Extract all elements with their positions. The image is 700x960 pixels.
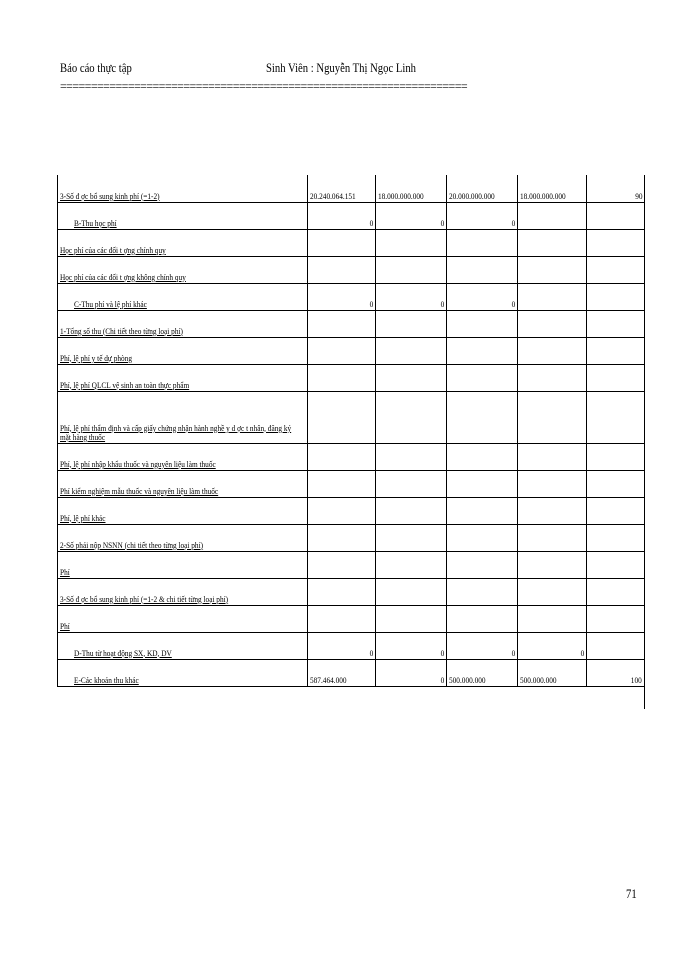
cell-c1 [308, 364, 376, 391]
cell-c1 [308, 337, 376, 364]
cell-c4 [518, 364, 587, 391]
cell-c4 [518, 391, 587, 443]
row-label: Phí, lệ phí khác [58, 497, 308, 524]
table-row [58, 578, 645, 605]
cell-c4 [518, 605, 587, 632]
cell-c1 [308, 391, 376, 443]
cell-c3 [447, 470, 518, 497]
budget-table [57, 175, 645, 687]
cell-c3 [447, 310, 518, 337]
table-row [58, 632, 645, 659]
cell-c5 [587, 337, 645, 364]
cell-c3: 0 [447, 632, 518, 659]
report-title: Báo cáo thực tập [60, 60, 132, 75]
cell-c4: 0 [518, 632, 587, 659]
table-row [58, 310, 645, 337]
cell-c5 [587, 524, 645, 551]
table-row [58, 605, 645, 632]
cell-c3 [447, 256, 518, 283]
cell-c2: 0 [376, 659, 447, 686]
cell-c2: 0 [376, 632, 447, 659]
row-label: 3-Số đ ợc bổ sung kinh phí (=1-2) [58, 175, 308, 202]
cell-c5 [587, 497, 645, 524]
table-row [58, 470, 645, 497]
row-label: Học phí của các đối t ợng không chính quy [58, 256, 308, 283]
table-row [58, 524, 645, 551]
cell-c4 [518, 337, 587, 364]
cell-c5 [587, 283, 645, 310]
cell-c3 [447, 337, 518, 364]
row-label: Phí, lệ phí nhập khẩu thuốc và nguyên liệu làm thuốc [58, 443, 308, 470]
table-row [58, 364, 645, 391]
cell-c3: 20.000.000.000 [447, 175, 518, 202]
row-label: 3-Số đ ợc bổ sung kinh phí (=1-2 & chi tiết từng loại phí) [58, 578, 308, 605]
cell-c3 [447, 391, 518, 443]
cell-c2 [376, 310, 447, 337]
row-label: Phí [58, 551, 308, 578]
cell-c5 [587, 551, 645, 578]
cell-c3 [447, 551, 518, 578]
cell-c1 [308, 310, 376, 337]
cell-c2 [376, 605, 447, 632]
cell-c1 [308, 229, 376, 256]
student-name: Sinh Viên : Nguyễn Thị Ngọc Linh [266, 60, 416, 75]
cell-c5 [587, 229, 645, 256]
row-label: 1-Tổng số thu (Chi tiết theo từng loại phí) [58, 310, 308, 337]
table-row [58, 229, 645, 256]
cell-c1: 0 [308, 283, 376, 310]
row-label: Phí, lệ phí thẩm định và cấp giấy chứng nhận hành nghề y d ợc t nhân, đăng ký mặt hàng thuốc [58, 391, 308, 443]
row-label: Phí [58, 605, 308, 632]
table-row [58, 443, 645, 470]
cell-c4 [518, 256, 587, 283]
cell-c4 [518, 497, 587, 524]
table-row [58, 283, 645, 310]
cell-c2 [376, 391, 447, 443]
table-row [58, 659, 645, 686]
table-row [58, 256, 645, 283]
table-row [58, 391, 645, 443]
row-label: C-Thu phí và lệ phí khác [58, 283, 308, 310]
cell-c3: 0 [447, 202, 518, 229]
row-label: Phí, lệ phí y tế dự phòng [58, 337, 308, 364]
cell-c3 [447, 364, 518, 391]
cell-c2 [376, 551, 447, 578]
cell-c5 [587, 632, 645, 659]
cell-c5 [587, 470, 645, 497]
cell-c1 [308, 578, 376, 605]
table-row [58, 497, 645, 524]
row-label: Học phí của các đối t ợng chính quy [58, 229, 308, 256]
cell-c5 [587, 256, 645, 283]
cell-c5 [587, 391, 645, 443]
cell-c1 [308, 497, 376, 524]
cell-c5 [587, 202, 645, 229]
cell-c2: 0 [376, 283, 447, 310]
cell-c1 [308, 605, 376, 632]
cell-c1: 587.464.000 [308, 659, 376, 686]
cell-c5 [587, 578, 645, 605]
cell-c4: 18.000.000.000 [518, 175, 587, 202]
cell-c2 [376, 443, 447, 470]
cell-c2 [376, 524, 447, 551]
cell-c2 [376, 337, 447, 364]
cell-c4 [518, 578, 587, 605]
cell-c4 [518, 229, 587, 256]
cell-c3: 0 [447, 283, 518, 310]
cell-c5 [587, 310, 645, 337]
cell-c5 [587, 443, 645, 470]
cell-c4 [518, 524, 587, 551]
cell-c5 [587, 605, 645, 632]
cell-c4: 500.000.000 [518, 659, 587, 686]
row-label: D-Thu từ hoạt động SX, KD, DV [58, 632, 308, 659]
table-row [58, 175, 645, 202]
cell-c3 [447, 229, 518, 256]
cell-c1 [308, 470, 376, 497]
cell-c4 [518, 310, 587, 337]
cell-c3 [447, 443, 518, 470]
row-label: E-Các khoản thu khác [58, 659, 308, 686]
cell-c2 [376, 256, 447, 283]
row-label: Phí kiểm nghiệm mẫu thuốc và nguyên liệu làm thuốc [58, 470, 308, 497]
cell-c2 [376, 364, 447, 391]
cell-c3 [447, 605, 518, 632]
cell-c1 [308, 256, 376, 283]
page-number: 71 [626, 886, 637, 901]
cell-c5: 100 [587, 659, 645, 686]
table-row [58, 337, 645, 364]
cell-c1: 0 [308, 632, 376, 659]
cell-c1: 0 [308, 202, 376, 229]
cell-c1: 20.240.064.151 [308, 175, 376, 202]
row-label: Phí, lệ phí QLCL vệ sinh an toàn thực phẩm [58, 364, 308, 391]
cell-c1 [308, 551, 376, 578]
cell-c3 [447, 524, 518, 551]
cell-c4 [518, 283, 587, 310]
cell-c2 [376, 229, 447, 256]
cell-c3: 500.000.000 [447, 659, 518, 686]
column-line [644, 687, 645, 709]
cell-c3 [447, 497, 518, 524]
cell-c5 [587, 364, 645, 391]
cell-c2: 0 [376, 202, 447, 229]
row-label: 2-Số phải nộp NSNN (chi tiết theo từng loại phí) [58, 524, 308, 551]
header-rule: ================================================================== [60, 79, 468, 93]
table-row [58, 202, 645, 229]
cell-c5: 90 [587, 175, 645, 202]
cell-c1 [308, 443, 376, 470]
cell-c2: 18.000.000.000 [376, 175, 447, 202]
cell-c2 [376, 497, 447, 524]
cell-c2 [376, 470, 447, 497]
cell-c4 [518, 443, 587, 470]
row-label: B-Thu học phí [58, 202, 308, 229]
table-row [58, 551, 645, 578]
cell-c1 [308, 524, 376, 551]
cell-c2 [376, 578, 447, 605]
cell-c4 [518, 202, 587, 229]
cell-c4 [518, 470, 587, 497]
cell-c3 [447, 578, 518, 605]
cell-c4 [518, 551, 587, 578]
